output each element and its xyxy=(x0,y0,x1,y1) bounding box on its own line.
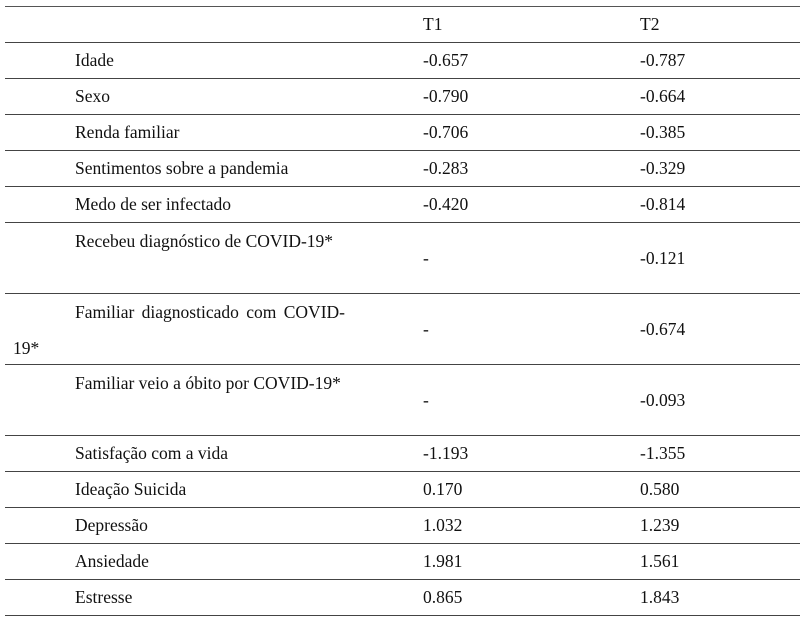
header-t2: T2 xyxy=(640,14,660,34)
t1-value: 0.865 xyxy=(423,587,463,607)
row-label: Sentimentos sobre a pandemia xyxy=(75,158,289,178)
t2-value: -0.385 xyxy=(640,122,686,142)
row-label: Estresse xyxy=(75,587,133,607)
row-label: Familiar veio a óbito por COVID-19* xyxy=(75,373,341,393)
t2-value: -1.355 xyxy=(640,443,686,463)
t2-value: -0.674 xyxy=(640,318,686,339)
row-label: Medo de ser infectado xyxy=(75,194,231,214)
t1-value: 1.981 xyxy=(423,551,463,571)
header-t1: T1 xyxy=(423,14,443,34)
t1-value: -1.193 xyxy=(423,443,469,463)
table-header-row xyxy=(5,7,800,43)
t2-value: 1.561 xyxy=(640,551,680,571)
t1-value: - xyxy=(423,318,429,339)
row-label: Ideação Suicida xyxy=(75,479,187,499)
t2-value: -0.093 xyxy=(640,389,686,410)
t1-value: 1.032 xyxy=(423,515,463,535)
row-label: Sexo xyxy=(75,86,110,106)
t2-value: 1.239 xyxy=(640,515,680,535)
t1-value: - xyxy=(423,389,429,410)
t1-value: 0.170 xyxy=(423,479,463,499)
t1-value: -0.790 xyxy=(423,86,469,106)
table-row xyxy=(5,544,800,580)
t1-value: - xyxy=(423,247,429,268)
table-row xyxy=(5,115,800,151)
table-row xyxy=(5,151,800,187)
row-label: Recebeu diagnóstico de COVID-19* xyxy=(75,231,334,251)
table-row xyxy=(5,472,800,508)
table-row xyxy=(5,187,800,223)
t2-value: -0.814 xyxy=(640,194,686,214)
table-row xyxy=(5,294,800,365)
row-label: Ansiedade xyxy=(75,551,149,571)
row-label: Familiar diagnosticado com COVID-19* xyxy=(13,302,345,358)
row-label: Satisfação com a vida xyxy=(75,443,229,463)
t1-value: -0.283 xyxy=(423,158,469,178)
table-row xyxy=(5,580,800,616)
table-row xyxy=(5,223,800,294)
results-table xyxy=(5,6,800,616)
t2-value: -0.121 xyxy=(640,247,686,268)
row-label: Depressão xyxy=(75,515,148,535)
t1-value: -0.706 xyxy=(423,122,469,142)
table-row xyxy=(5,79,800,115)
table-row xyxy=(5,508,800,544)
t2-value: 1.843 xyxy=(640,587,680,607)
t1-value: -0.420 xyxy=(423,194,469,214)
row-label: Renda familiar xyxy=(75,122,180,142)
t2-value: -0.329 xyxy=(640,158,686,178)
table-row xyxy=(5,436,800,472)
t2-value: -0.664 xyxy=(640,86,686,106)
t1-value: -0.657 xyxy=(423,50,469,70)
table-row xyxy=(5,365,800,436)
t2-value: -0.787 xyxy=(640,50,686,70)
t2-value: 0.580 xyxy=(640,479,680,499)
table-row xyxy=(5,43,800,79)
row-label: Idade xyxy=(75,50,114,70)
